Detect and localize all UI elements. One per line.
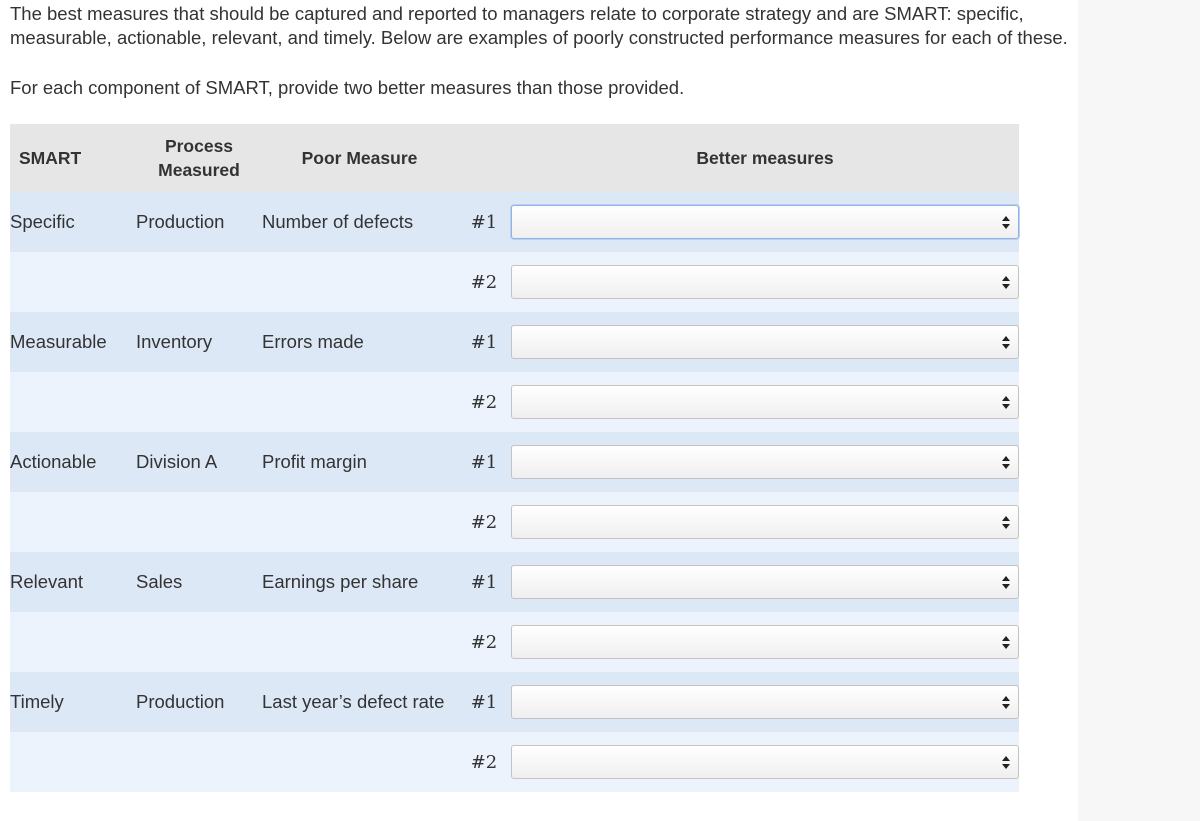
dropdown-arrows-icon [1002, 516, 1011, 530]
better-measure-dropdown[interactable] [511, 445, 1019, 479]
smart-component-cell: Relevant [10, 571, 84, 592]
process-cell: Sales [136, 571, 183, 592]
table-row [10, 312, 1019, 372]
measure-number-label: #1 [470, 571, 498, 593]
measure-number-label: #2 [470, 631, 498, 653]
header-better-measures: Better measures [696, 148, 834, 168]
header-spacer [457, 124, 511, 192]
dropdown-arrows-icon [1002, 456, 1011, 470]
smart-component-cell: Specific [10, 211, 75, 232]
table-row [10, 432, 1019, 492]
dropdown-arrows-icon [1002, 576, 1011, 590]
better-measure-dropdown[interactable] [511, 745, 1019, 779]
better-measure-dropdown[interactable] [511, 385, 1019, 419]
smart-measures-table [10, 124, 1019, 792]
process-cell: Production [136, 691, 225, 712]
table-row [10, 192, 1019, 252]
measure-number-label: #2 [470, 511, 498, 533]
poor-measure-cell: Profit margin [262, 451, 367, 472]
measure-number-label: #1 [470, 331, 498, 353]
instruction-text: For each component of SMART, provide two better measures than those provided. [10, 77, 685, 98]
table-header-row [10, 124, 1019, 192]
question-text [10, 2, 1070, 100]
header-poor-measure: Poor Measure [301, 148, 418, 168]
poor-measure-cell: Number of defects [262, 211, 414, 232]
better-measure-dropdown[interactable] [511, 205, 1019, 239]
measure-number-label: #1 [470, 451, 498, 473]
measure-number-label: #1 [470, 691, 498, 713]
better-measure-dropdown[interactable] [511, 505, 1019, 539]
table-row [10, 732, 1019, 792]
table-row [10, 492, 1019, 552]
smart-component-cell: Measurable [10, 331, 107, 352]
process-cell: Inventory [136, 331, 213, 352]
table-row [10, 552, 1019, 612]
poor-measure-cell: Earnings per share [262, 571, 419, 592]
right-gutter [1078, 0, 1200, 821]
dropdown-arrows-icon [1002, 396, 1011, 410]
table-row [10, 612, 1019, 672]
table-row [10, 252, 1019, 312]
dropdown-arrows-icon [1002, 636, 1011, 650]
measure-number-label: #2 [470, 391, 498, 413]
header-process-measured: Process Measured [158, 136, 240, 180]
table-row [10, 672, 1019, 732]
table-row [10, 372, 1019, 432]
dropdown-arrows-icon [1002, 696, 1011, 710]
dropdown-arrows-icon [1002, 276, 1011, 290]
header-smart: SMART [19, 148, 82, 168]
poor-measure-cell: Last year’s defect rate [262, 691, 445, 712]
better-measure-dropdown[interactable] [511, 265, 1019, 299]
better-measure-dropdown[interactable] [511, 565, 1019, 599]
smart-component-cell: Timely [10, 691, 64, 712]
better-measure-dropdown[interactable] [511, 625, 1019, 659]
intro-paragraph: The best measures that should be captured and reported to managers relate to corporate strategy and are SMART: specific, measurable, actionable, relevant, and timely. Below are examples of poorly constructed performance measures for each of these. [10, 3, 1068, 48]
smart-component-cell: Actionable [10, 451, 97, 472]
measure-number-label: #1 [470, 211, 498, 233]
dropdown-arrows-icon [1002, 216, 1011, 230]
poor-measure-cell: Errors made [262, 331, 364, 352]
process-cell: Division A [136, 451, 218, 472]
measure-number-label: #2 [470, 751, 498, 773]
dropdown-arrows-icon [1002, 756, 1011, 770]
process-cell: Production [136, 211, 225, 232]
measure-number-label: #2 [470, 271, 498, 293]
dropdown-arrows-icon [1002, 336, 1011, 350]
better-measure-dropdown[interactable] [511, 325, 1019, 359]
better-measure-dropdown[interactable] [511, 685, 1019, 719]
